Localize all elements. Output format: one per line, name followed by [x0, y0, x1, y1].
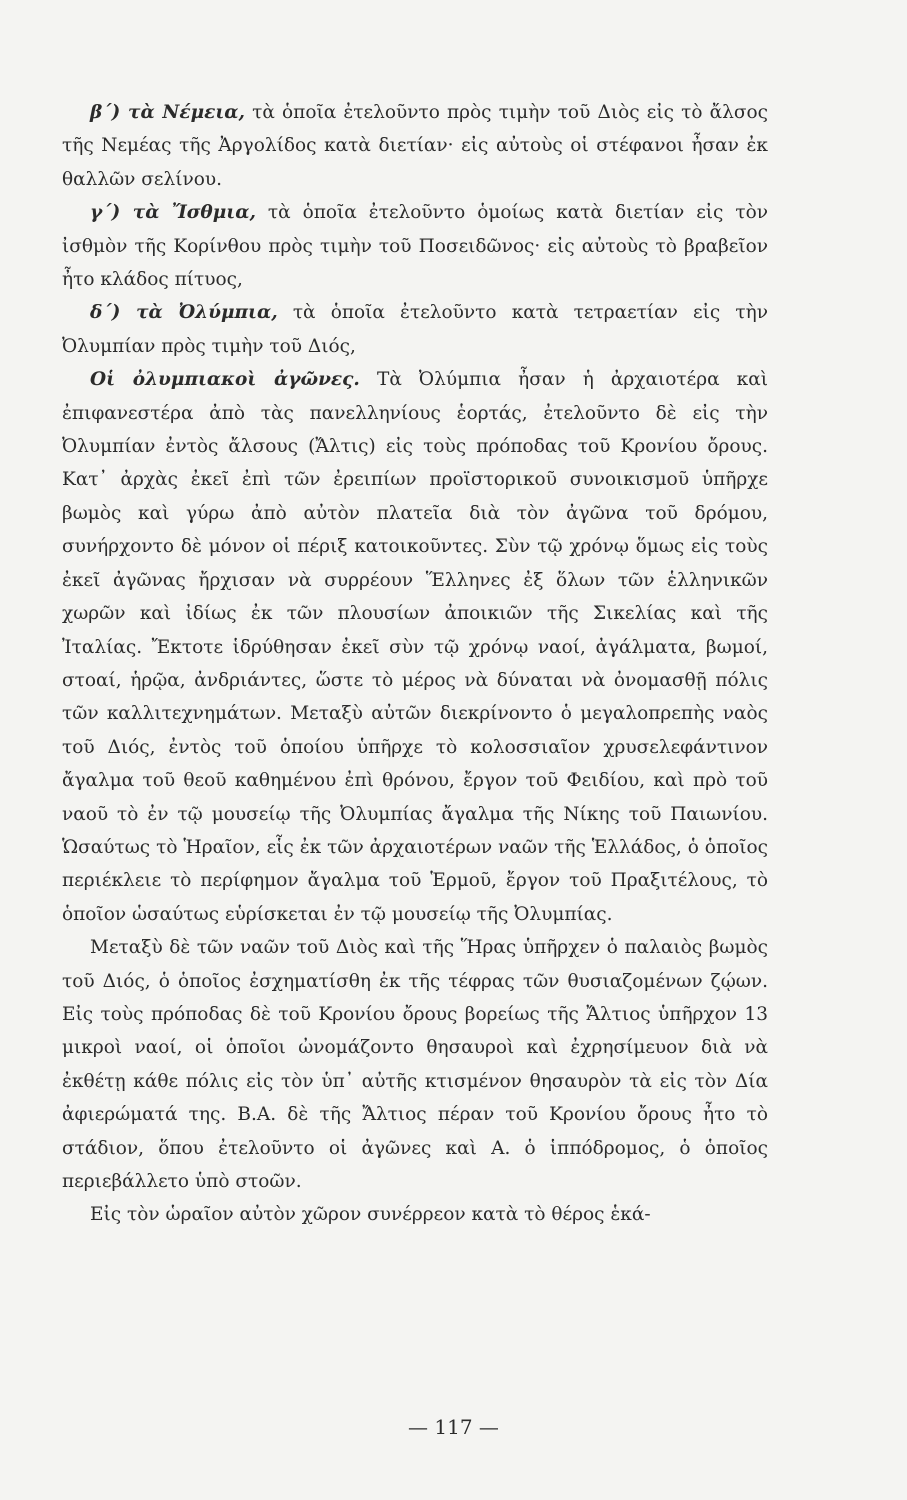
paragraph-text: τὰ ὁποῖα ἐτελοῦντο πρὸς τιμὴν τοῦ Διὸς εἰς τὸ ἄλσος τῆς Νεμέας τῆς Ἀργολίδος κατὰ διετίαν· εἰς αὐτοὺς οἱ στέφανοι ἦσαν ἐκ θαλλῶν σελίνου.	[62, 102, 768, 190]
paragraph-nemea	[62, 96, 768, 196]
paragraph-text: τὰ ὁποῖα ἐτελοῦντο ὁμοίως κατὰ διετίαν εἰς τὸν ἰσθμὸν τῆς Κορίνθου πρὸς τιμὴν τοῦ Ποσειδῶνος· εἰς αὐτοὺς τὸ βραβεῖον ἦτο κλάδος πίτυος,	[62, 202, 768, 291]
paragraph-altar	[62, 931, 768, 1198]
paragraph-text: Τὰ Ὀλύμπια ἦσαν ἡ ἀρχαιοτέρα καὶ ἐπιφανεστέρα ἀπὸ τὰς πανελληνίους ἑορτάς, ἐτελοῦντο δὲ εἰς τὴν Ὀλυμπίαν ἐντὸς ἄλσους (Ἄλτις) εἰς τοὺς πρόποδας τοῦ Κρονίου ὄρους. Κατ᾽ ἀρχὰς ἐκεῖ ἐπὶ τῶν ἐρειπίων προϊστορικοῦ συνοικισμοῦ ὑπῆρχε βωμὸς καὶ γύρω ἀπὸ αὐτὸν πλατεῖα διὰ τὸν ἀγῶνα τοῦ δρόμου, συνήρχοντο δὲ μόνον οἱ πέριξ κατοικοῦντες. Σὺν τῷ χρόνῳ ὅμως εἰς τοὺς ἐκεῖ ἀγῶνας ἤρχισαν νὰ συρρέουν Ἕλληνες ἐξ ὅλων τῶν ἑλληνικῶν χωρῶν καὶ ἰδίως ἐκ τῶν πλουσίων ἀποικιῶν τῆς Σικελίας καὶ τῆς Ἰταλίας. Ἔκτοτε ἱδρύθησαν ἐκεῖ σὺν τῷ χρόνῳ ναοί, ἀγάλματα, βωμοί, στοαί, ἡρῷα, ἀνδριάντες, ὥστε τὸ μέρος νὰ δύναται νὰ ὀνομασθῇ πόλις τῶν καλλιτεχνημάτων. Μεταξὺ αὐτῶν διεκρίνοντο ὁ μεγαλοπρεπὴς ναὸς τοῦ Διός, ἐντὸς τοῦ ὁποίου ὑπῆρχε τὸ κολοσσιαῖον χρυσελεφάντινον ἄγαλμα τοῦ θεοῦ καθημένου ἐπὶ θρόνου, ἔργον τοῦ Φειδίου, καὶ πρὸ τοῦ ναοῦ τὸ ἐν τῷ μουσείῳ τῆς Ὀλυμπίας ἄγαλμα τῆς Νίκης τοῦ Παιωνίου. Ὡσαύτως τὸ Ἡραῖον, εἷς ἐκ τῶν ἀρχαιοτέρων ναῶν τῆς Ἑλλάδος, ὁ ὁποῖος περιέκλειε τὸ περίφημον ἄγαλμα τοῦ Ἑρμοῦ, ἔργον τοῦ Πραξιτέλους, τὸ ὁποῖον ὡσαύτως εὑρίσκεται ἐν τῷ μουσείῳ τῆς Ὀλυμπίας.	[62, 369, 768, 925]
paragraph-text: Εἰς τὸν ὡραῖον αὐτὸν χῶρον συνέρρεον κατὰ τὸ θέρος ἑκά-	[90, 1204, 651, 1226]
heading-olympic-games: Οἱ ὀλυμπιακοὶ ἀγῶνες.	[90, 369, 360, 391]
heading-olympia: δ΄) τὰ Ὀλύμπια,	[90, 302, 278, 324]
body-text	[62, 96, 768, 1232]
page-number: — 117 —	[408, 1415, 499, 1439]
heading-nemea: β΄) τὰ Νέμεια,	[90, 102, 245, 123]
paragraph-olympic-games	[62, 363, 768, 931]
paragraph-olympia	[62, 296, 768, 363]
paragraph-isthmia	[62, 196, 768, 296]
paragraph-text: τὰ ὁποῖα ἐτελοῦντο κατὰ τετραετίαν εἰς τὴν Ὀλυμπίαν πρὸς τιμὴν τοῦ Διός,	[62, 302, 768, 357]
heading-isthmia: γ΄) τὰ Ἴσθμια,	[90, 202, 256, 224]
paragraph-text: Μεταξὺ δὲ τῶν ναῶν τοῦ Διὸς καὶ τῆς Ἥρας ὑπῆρχεν ὁ παλαιὸς βωμὸς τοῦ Διός, ὁ ὁποῖος ἐσχηματίσθη ἐκ τῆς τέφρας τῶν θυσιαζομένων ζῴων. Εἰς τοὺς πρόποδας δὲ τοῦ Κρονίου ὄρους βορείως τῆς Ἄλτιος ὑπῆρχον 13 μικροὶ ναοί, οἱ ὁποῖοι ὠνομάζοντο θησαυροὶ καὶ ἐχρησίμευον διὰ νὰ ἐκθέτῃ κάθε πόλις εἰς τὸν ὑπ᾽ αὐτῆς κτισμένον θησαυρὸν τὰ εἰς τὸν Δία ἀφιερώματά της. Β.Α. δὲ τῆς Ἄλτιος πέραν τοῦ Κρονίου ὄρους ἦτο τὸ στάδιον, ὅπου ἐτελοῦντο οἱ ἀγῶνες καὶ Α. ὁ ἱππόδρομος, ὁ ὁποῖος περιεβάλλετο ὑπὸ στοῶν.	[62, 937, 768, 1192]
paragraph-last	[62, 1198, 768, 1231]
